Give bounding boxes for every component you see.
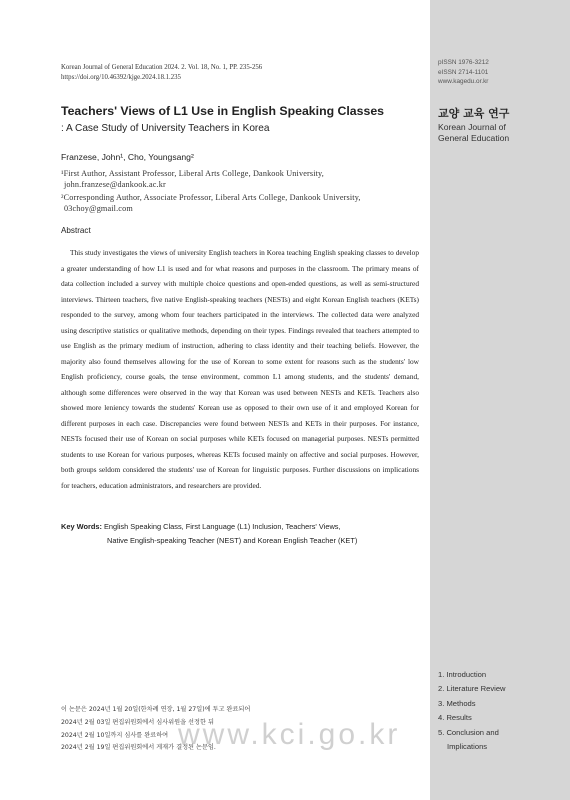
submission-note: 2024년 2월 19일 편집위원회에서 게재가 결정된 논문임. bbox=[61, 744, 216, 752]
toc-item-introduction[interactable]: 1. Introduction bbox=[438, 670, 487, 679]
corresponding-author-email[interactable]: 03choy@gmail.com bbox=[64, 204, 133, 214]
issn-block bbox=[438, 58, 489, 87]
author-list: Franzese, John¹, Cho, Youngsang² bbox=[61, 152, 194, 162]
submission-note: 2024년 2월 03일 편집위원회에서 심사위원을 선정한 뒤 bbox=[61, 718, 214, 726]
abstract-heading: Abstract bbox=[61, 226, 91, 235]
citation-line: Korean Journal of General Education 2024. 2. Vol. 18, No. 1, PP. 235-256 bbox=[61, 64, 263, 71]
keywords-line2: Native English-speaking Teacher (NEST) and Korean English Teacher (KET) bbox=[107, 536, 358, 545]
journal-name-english-line2: General Education bbox=[438, 133, 510, 143]
toc-item-conclusion[interactable] bbox=[438, 726, 566, 754]
journal-name-english-line1: Korean Journal of bbox=[438, 122, 506, 132]
submission-note: 2024년 2월 10일까지 심사를 완료하여 bbox=[61, 731, 169, 739]
journal-sidebar bbox=[430, 0, 570, 800]
journal-name-korean: 교양 교육 연구 bbox=[438, 107, 510, 120]
keywords-label: Key Words: bbox=[61, 522, 102, 531]
doi-link[interactable]: https://doi.org/10.46392/kjge.2024.18.1.235 bbox=[61, 73, 181, 81]
keywords-block bbox=[61, 520, 421, 548]
affiliation-first-author-text: ¹First Author, Assistant Professor, Liberal Arts College, Dankook University, bbox=[61, 169, 324, 178]
affiliation-corresponding-author bbox=[61, 192, 421, 214]
toc-item-results[interactable]: 4. Results bbox=[438, 713, 472, 723]
affiliation-corresponding-author-text: ²Corresponding Author, Associate Professor, Liberal Arts College, Dankook University, bbox=[61, 193, 361, 202]
keywords-line1: English Speaking Class, First Language (L1) Inclusion, Teachers' Views, bbox=[104, 522, 341, 531]
pissn: pISSN 1976-3212 bbox=[438, 59, 489, 66]
eissn: eISSN 2714-1101 bbox=[438, 68, 489, 76]
first-author-email[interactable]: john.franzese@dankook.ac.kr bbox=[64, 180, 166, 190]
abstract-body: This study investigates the views of university English teachers in Korea teaching English speaking classes to develop a greater understanding of how L1 is used and for what reasons and purposes in the classroom. The primary means of data collection included a survey with multiple choice questions and open-ended questions, as well as semi-structured interviews. Thirteen teachers, five native English-speaking teachers (NESTs) and eight Korean English teachers (KETs) responded to the survey, among whom four teachers participated in the interviews. The collected data were analyzed using descriptive statistics or qualitative methods, depending on their types. Findings revealed that teachers attempted to use English as the primary medium of instruction, adhering to class identity and their teaching beliefs. However, the majority also found themselves allowing for the use of Korean to some extent for reasons such as the students' low English proficiency, course goals, the tense environment, common L1 among students, and the students' demand, although some differences were observed in the way that Korean was used between NESTs and KETs. Teachers also showed more leniency towards the students' Korean use as opposed to their own use of it and employed Korean for different purposes in each case. Discrepancies were found between NESTs and KETs in their purposes. For instance, NESTs focused their use of Korean on social purposes while KETs focused on managerial purposes. NESTs permitted students to use Korean for various purposes, whereas KETs focused mainly on affective and social purposes. However, both groups seldom considered the students' use of Korean for linguistic purposes. Further discussions on implications for teachers, education administrators, and researchers are provided. bbox=[61, 248, 419, 490]
kci-watermark: www.kci.go.kr bbox=[178, 718, 401, 751]
toc-item-conclusion-cont: Implications bbox=[447, 742, 488, 752]
submission-note: 이 논문은 2024년 1월 20일(한차례 연장, 1월 27일)에 투고 완료되어 bbox=[61, 706, 251, 713]
toc-item-literature-review[interactable]: 2. Literature Review bbox=[438, 684, 506, 694]
journal-name-english bbox=[438, 122, 509, 144]
article-subtitle: : A Case Study of University Teachers in Korea bbox=[61, 123, 270, 134]
toc-item-methods[interactable]: 3. Methods bbox=[438, 698, 476, 708]
journal-header bbox=[61, 63, 262, 82]
affiliation-first-author bbox=[61, 168, 421, 190]
table-of-contents bbox=[438, 668, 566, 754]
toc-item-conclusion-label: 5. Conclusion and bbox=[438, 727, 499, 737]
article-title: Teachers' Views of L1 Use in English Speaking Classes bbox=[61, 104, 384, 118]
journal-website[interactable]: www.kagedu.or.kr bbox=[438, 78, 489, 86]
